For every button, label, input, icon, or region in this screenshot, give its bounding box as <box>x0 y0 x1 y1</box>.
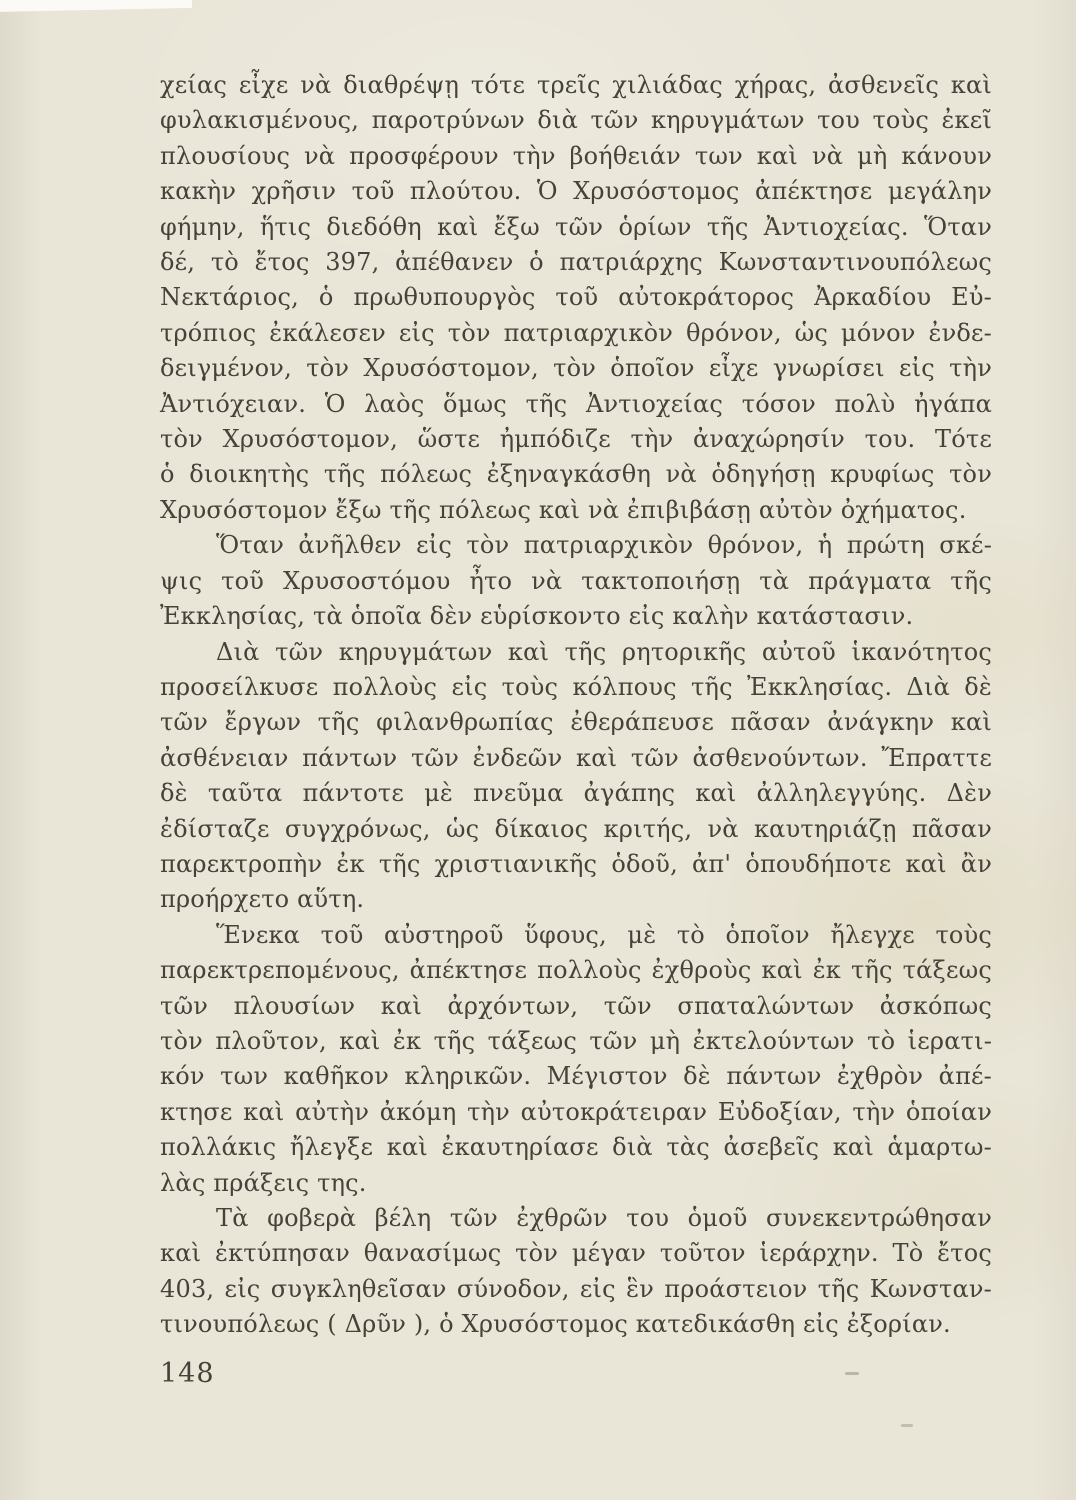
text-line: χείας εἶχε νὰ διαθρέψῃ τότε τρεῖς χιλιάδας χήρας, ἀσθενεῖς καὶ <box>160 71 992 99</box>
text-line: πολλάκις ἤλεγξε καὶ ἐκαυτηρίασε διὰ τὰς ἀσεβεῖς καὶ ἁμαρτω- <box>160 1133 992 1162</box>
scan-artifact-dash <box>901 1424 913 1427</box>
text-line: πλουσίους νὰ προσφέρουν τὴν βοήθειάν των καὶ νὰ μὴ κάνουν <box>160 141 992 170</box>
text-line: δειγμένον, τὸν Χρυσόστομον, τὸν ὁποῖον εἶχε γνωρίσει εἰς τὴν <box>160 354 992 383</box>
text-line: λὰς πράξεις της. <box>160 1168 367 1197</box>
text-line: κακὴν χρῆσιν τοῦ πλούτου. Ὁ Χρυσόστομος ἀπέκτησε μεγάλην <box>160 177 992 206</box>
text-line: Ἐκκλησίας, τὰ ὁποῖα δὲν εὑρίσκοντο εἰς καλὴν κατάστασιν. <box>160 602 914 631</box>
text-line: κτησε καὶ αὐτὴν ἀκόμη τὴν αὐτοκράτειραν Εὐδοξίαν, τὴν ὁποίαν <box>160 1097 992 1126</box>
body-text <box>160 68 992 1343</box>
text-line: δέ, τὸ ἔτος 397, ἀπέθανεν ὁ πατριάρχης Κωνσταντινουπόλεως <box>160 248 992 277</box>
page-number: 148 <box>160 1358 215 1389</box>
text-line: ἐδίσταζε συγχρόνως, ὡς δίκαιος κριτής, νὰ καυτηριάζῃ πᾶσαν <box>160 814 992 843</box>
text-line: Χρυσόστομον ἔξω τῆς πόλεως καὶ νὰ ἐπιβιβάσῃ αὐτὸν ὀχήματος. <box>160 495 967 524</box>
text-line: προήρχετο αὕτη. <box>160 885 365 914</box>
text-line: τῶν πλουσίων καὶ ἀρχόντων, τῶν σπαταλώντων ἀσκόπως <box>160 991 992 1020</box>
text-line: Ἀντιόχειαν. Ὁ λαὸς ὅμως τῆς Ἀντιοχείας τόσον πολὺ ἠγάπα <box>160 389 992 418</box>
text-line: τινουπόλεως ( Δρῦν ), ὁ Χρυσόστομος κατεδικάσθη εἰς ἐξορίαν. <box>160 1310 951 1339</box>
paragraph <box>160 635 992 918</box>
text-line: ψις τοῦ Χρυσοστόμου ἦτο νὰ τακτοποιήσῃ τὰ πράγματα τῆς <box>160 566 992 595</box>
text-line: κόν των καθῆκον κληρικῶν. Μέγιστον δὲ πάντων ἐχθρὸν ἀπέ- <box>160 1062 992 1091</box>
text-line: τὸν Χρυσόστομον, ὥστε ἠμπόδιζε τὴν ἀναχώρησίν του. Τότε <box>160 425 992 454</box>
text-line: καὶ ἐκτύπησαν θανασίμως τὸν μέγαν τοῦτον ἱεράρχην. Τὸ ἔτος <box>160 1239 992 1268</box>
text-line: Διὰ τῶν κηρυγμάτων καὶ τῆς ρητορικῆς αὐτοῦ ἱκανότητος <box>216 637 992 666</box>
text-line: ὁ διοικητὴς τῆς πόλεως ἐξηναγκάσθη νὰ ὁδηγήσῃ κρυφίως τὸν <box>160 460 992 489</box>
scan-artifact-dash <box>845 1372 859 1375</box>
text-line: τὸν πλοῦτον, καὶ ἐκ τῆς τάξεως τῶν μὴ ἐκτελούντων τὸ ἱερατι- <box>160 1026 992 1055</box>
text-line: ἀσθένειαν πάντων τῶν ἐνδεῶν καὶ τῶν ἀσθενούντων. Ἔπραττε <box>160 743 992 772</box>
text-line: προσείλκυσε πολλοὺς εἰς τοὺς κόλπους τῆς Ἐκκλησίας. Διὰ δὲ <box>160 672 992 701</box>
text-line: Ἕνεκα τοῦ αὐστηροῦ ὕφους, μὲ τὸ ὁποῖον ἤλεγχε τοὺς <box>216 920 992 949</box>
paragraph <box>160 918 992 1201</box>
text-line: Νεκτάριος, ὁ πρωθυπουργὸς τοῦ αὐτοκράτορος Ἀρκαδίου Εὐ- <box>160 283 992 312</box>
text-line: φήμην, ἥτις διεδόθη καὶ ἔξω τῶν ὁρίων τῆς Ἀντιοχείας. Ὅταν <box>160 212 992 241</box>
text-line: παρεκτροπὴν ἐκ τῆς χριστιανικῆς ὁδοῦ, ἀπ' ὁπουδήποτε καὶ ἂν <box>160 849 992 878</box>
text-line: Τὰ φοβερὰ βέλη τῶν ἐχθρῶν του ὁμοῦ συνεκεντρώθησαν <box>216 1204 992 1232</box>
text-line: 403, εἰς συγκληθεῖσαν σύνοδον, εἰς ἓν προάστειον τῆς Κωνσταν- <box>160 1274 992 1303</box>
text-line: φυλακισμένους, παροτρύνων διὰ τῶν κηρυγμάτων του τοὺς ἐκεῖ <box>160 106 992 135</box>
paragraph <box>160 528 992 634</box>
text-line: τρόπιος ἐκάλεσεν εἰς τὸν πατριαρχικὸν θρόνον, ὡς μόνον ἐνδε- <box>160 318 992 347</box>
paragraph <box>160 68 992 528</box>
scan-edge-artifact <box>0 0 192 12</box>
text-line: Ὅταν ἀνῆλθεν εἰς τὸν πατριαρχικὸν θρόνον, ἡ πρώτη σκέ- <box>216 531 992 560</box>
text-line: τῶν ἔργων τῆς φιλανθρωπίας ἐθεράπευσε πᾶσαν ἀνάγκην καὶ <box>160 708 992 737</box>
text-line: παρεκτρεπομένους, ἀπέκτησε πολλοὺς ἐχθροὺς καὶ ἐκ τῆς τάξεως <box>160 956 992 985</box>
text-line: δὲ ταῦτα πάντοτε μὲ πνεῦμα ἀγάπης καὶ ἀλληλεγγύης. Δὲν <box>160 779 992 808</box>
paragraph <box>160 1201 992 1343</box>
